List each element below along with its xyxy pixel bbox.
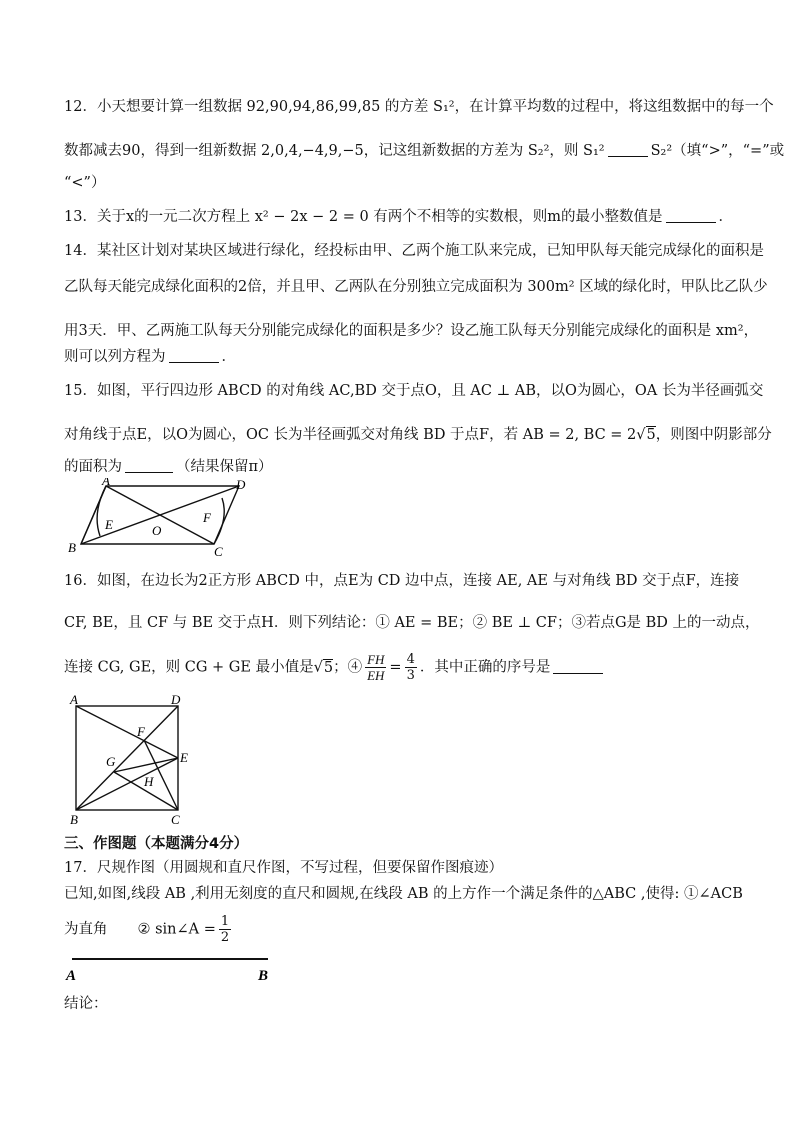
q14-answer-blank[interactable] (169, 348, 219, 363)
arc-cf (214, 498, 224, 544)
fig16-label-e: E (180, 750, 188, 765)
fig17-label-a: A (66, 968, 77, 984)
q16-fraction-fh-eh (365, 652, 386, 683)
q17-line-3 (64, 914, 730, 945)
q12-line-2-text: 数都减去90，得到一组新数据 2,0,4,−4,9,−5，记这组新数据的方差为 S₂²，则 S₁² (64, 143, 605, 159)
q17-line-1: 17．尺规作图（用圆规和直尺作图，不写过程，但要保留作图痕迹） (64, 860, 503, 876)
q15-line-2-tail: ，则图中阴影部分 (655, 427, 772, 443)
fig16-label-c: C (171, 812, 180, 826)
q16-frac-num: FH (367, 652, 385, 667)
q16-frac-den2: 3 (406, 668, 415, 683)
q17-conclusion: 结论： (64, 996, 108, 1012)
fig16-label-a: A (70, 694, 78, 707)
q17-frac-den: 2 (220, 930, 230, 945)
q16-square-figure (64, 694, 194, 826)
q15-line-2 (64, 424, 772, 446)
fig16-label-f: F (137, 724, 145, 739)
q15-parallelogram-figure (64, 478, 254, 558)
q14-line-1: 14．某社区计划对某块区域进行绿化，经投标由甲、乙两个施工队来完成，已知甲队每天能完成绿化的面积是 (64, 243, 764, 259)
fig15-label-o: O (152, 523, 162, 538)
q14-line-4-text: 则可以列方程为 (64, 349, 166, 365)
q14-line-4 (64, 346, 730, 368)
fig15-label-e: E (105, 517, 113, 532)
section-3-title: 三、作图题（本题满分4分） (64, 836, 249, 852)
q15-sqrt-value: 5 (646, 427, 656, 443)
fig15-label-b: B (68, 540, 76, 555)
q16-line-2: CF, BE，且 CF 与 BE 交于点H．则下列结论：① AE = BE；② BE ⊥ CF；③若点G是 BD 上的一动点， (64, 615, 760, 631)
segment-be (76, 758, 178, 810)
fig16-label-h: H (144, 774, 154, 789)
segment-ge (114, 758, 178, 772)
q15-line-1: 15．如图，平行四边形 ABCD 的对角线 AC,BD 交于点O，且 AC ⊥ AB，以O为圆心，OA 长为半径画弧交 (64, 383, 764, 399)
fig17-label-b: B (258, 968, 269, 984)
fig16-label-g: G (106, 754, 116, 769)
q16-sqrt-value: 5 (323, 659, 334, 676)
q16-line-1: 16．如图，在边长为2正方形 ABCD 中，点E为 CD 边中点，连接 AE, AE 与对角线 BD 交于点F，连接 (64, 573, 740, 589)
q13-period: ． (718, 209, 734, 225)
segment-ae (76, 706, 178, 758)
q16-fraction-4-3 (405, 652, 417, 683)
fig15-label-f: F (203, 510, 211, 525)
q15-line-3-tail: （结果保留π） (176, 459, 273, 475)
q16-frac-den: EH (367, 668, 385, 683)
q16-item4-marker: ；④ (333, 659, 363, 676)
fig16-label-d: D (171, 694, 181, 707)
q14-period: ． (221, 349, 236, 365)
q12-line-3: “<”） (64, 175, 106, 191)
q12-line-1: 12．小天想要计算一组数据 92,90,94,86,99,85 的方差 S₁²，在计算平均数的过程中，将这组数据中的每一个 (64, 99, 774, 115)
q17-condition-2: ② sin∠A = (137, 921, 216, 938)
q17-segment-figure (62, 950, 282, 984)
sqrt-symbol: √ (636, 427, 646, 443)
q12-line-2-tail: S₂²（填“>”，“=”或 (650, 143, 785, 159)
q14-line-3: 用3天．甲、乙两施工队每天分别能完成绿化的面积是多少？设乙施工队每天分别能完成绿化的面积是 xm²， (64, 323, 759, 339)
sqrt-symbol: √ (313, 659, 323, 676)
q17-frac-num: 1 (220, 914, 230, 929)
q17-line-3-text: 为直角 (64, 921, 108, 938)
q17-line-2: 已知,如图,线段 AB ,利用无刻度的直尺和圆规,在线段 AB 的上方作一个满足条件的△ABC ,使得: ①∠ACB (64, 886, 743, 902)
q15-answer-blank[interactable] (125, 458, 173, 473)
q16-answer-blank[interactable] (553, 659, 603, 674)
q12-answer-blank[interactable] (608, 142, 648, 157)
fig15-label-a: A (102, 478, 110, 488)
q16-line-3 (64, 652, 730, 683)
fig15-label-c: C (214, 544, 223, 558)
q14-line-2: 乙队每天能完成绿化面积的2倍，并且甲、乙两队在分别独立完成面积为 300m² 区域的绿化时，甲队比乙队少 (64, 279, 768, 295)
q16-line-3-text: 连接 CG, GE，则 CG + GE 最小值是 (64, 659, 314, 676)
q15-line-3 (64, 456, 730, 478)
q13-line (64, 206, 734, 228)
diagonal-bd (76, 706, 178, 810)
q15-line-3-text: 的面积为 (64, 459, 122, 475)
q16-line-3-tail: ．其中正确的序号是 (419, 659, 551, 676)
fig15-label-d: D (236, 478, 246, 492)
q12-line-2 (64, 140, 785, 162)
q13-answer-blank[interactable] (666, 208, 716, 223)
fig16-label-b: B (70, 812, 78, 826)
q13-text: 13．关于x的一元二次方程上 x² − 2x − 2 = 0 有两个不相等的实数根，则m的最小整数值是 (64, 209, 663, 225)
q17-fraction-1-2 (219, 914, 231, 945)
q16-frac-equals: = (389, 659, 402, 676)
q16-frac-num2: 4 (406, 652, 415, 667)
q15-line-2-text: 对角线于点E，以O为圆心，OC 长为半径画弧交对角线 BD 于点F，若 AB = 2, BC = 2 (64, 427, 637, 443)
